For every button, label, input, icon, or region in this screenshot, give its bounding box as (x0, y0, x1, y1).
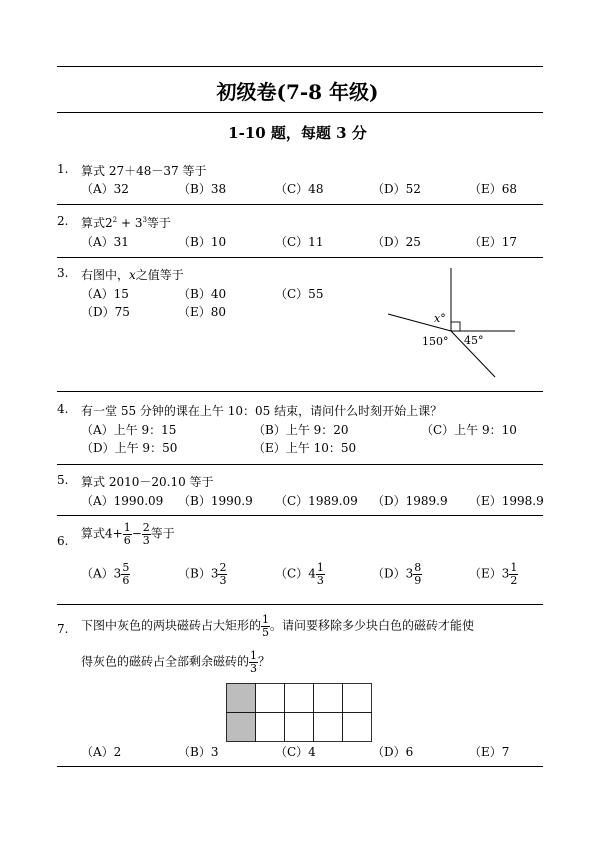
question-number: 3. (57, 266, 69, 280)
question-stem-line-2: 得灰色的磁砖占全部剩余磁砖的 $\frac{1}{3}$ ？ (81, 649, 271, 675)
option-c[interactable]: （C）11 (275, 235, 324, 249)
question-stem: 有一堂 55 分钟的课在上午 10：05 结束，请问什么时刻开始上课？ (81, 404, 443, 418)
angle-figure (380, 262, 520, 384)
option-d[interactable]: （D）6 (372, 745, 414, 759)
option-b[interactable]: （B）3 $\frac{2}{3}$ (178, 561, 227, 587)
option-a[interactable]: （A）上午 9：15 (81, 423, 177, 437)
question-number: 7. (57, 622, 69, 636)
option-b[interactable]: （B）10 (178, 235, 227, 249)
question-1 (57, 162, 543, 202)
question-stem: 算式$2^2 + 3^3$等于 (81, 216, 171, 230)
option-a[interactable]: （A）3 $\frac{5}{6}$ (81, 561, 130, 587)
gray-tile (227, 713, 256, 742)
question-stem: 算式 2010－20.10 等于 (81, 475, 214, 489)
option-d[interactable]: （D）1989.9 (372, 494, 448, 508)
gray-tile (227, 684, 256, 713)
option-e[interactable]: （E）17 (469, 235, 518, 249)
option-d[interactable]: （D）3 $\frac{8}{9}$ (372, 561, 422, 587)
white-tile (343, 684, 372, 713)
white-tile (285, 684, 314, 713)
option-b[interactable]: （B）40 (178, 287, 227, 301)
question-stem: 算式 27＋48－37 等于 (81, 164, 207, 178)
option-e[interactable]: （E）80 (178, 305, 227, 319)
question-5 (57, 473, 543, 513)
white-tile (314, 684, 343, 713)
right-angle-mark (451, 322, 460, 331)
white-tile (256, 684, 285, 713)
option-a[interactable]: （A）32 (81, 182, 129, 196)
white-tile (285, 713, 314, 742)
divider (57, 515, 543, 516)
top-rule (57, 66, 543, 67)
tile-grid (226, 683, 372, 743)
option-b[interactable]: （B）3 (178, 745, 219, 759)
option-c[interactable]: （C）上午 9：10 (421, 423, 517, 437)
fraction-one-sixth: $\frac{1}{6}$ (123, 521, 131, 547)
question-stem: 算式4+ $\frac{1}{6}$ − $\frac{2}{3}$ 等于 (81, 521, 175, 547)
option-c[interactable]: （C）55 (275, 287, 324, 301)
question-number: 6. (57, 534, 69, 548)
option-a[interactable]: （A）31 (81, 235, 129, 249)
white-tile (343, 713, 372, 742)
label-45: 45° (464, 334, 484, 347)
option-d[interactable]: （D）75 (81, 305, 130, 319)
option-b[interactable]: （B）38 (178, 182, 227, 196)
option-b[interactable]: （B）上午 9：20 (253, 423, 349, 437)
option-c[interactable]: （C）4 $\frac{1}{3}$ (275, 561, 324, 587)
question-6 (57, 522, 543, 600)
divider (57, 257, 543, 258)
option-e[interactable]: （E）上午 10：50 (253, 441, 357, 455)
option-e[interactable]: （E）1998.9 (469, 494, 544, 508)
option-a[interactable]: （A）2 (81, 745, 122, 759)
question-2 (57, 214, 543, 254)
option-d[interactable]: （D）25 (372, 235, 421, 249)
divider (57, 204, 543, 205)
fraction-two-thirds: $\frac{2}{3}$ (142, 521, 150, 547)
divider (57, 464, 543, 465)
question-stem-line-1: 下图中灰色的两块磁砖占大矩形的 $\frac{1}{5}$ 。请问要移除多少块白色的磁砖才能使 (81, 613, 475, 639)
option-c[interactable]: （C）48 (275, 182, 324, 196)
option-a[interactable]: （A）15 (81, 287, 129, 301)
divider (57, 391, 543, 392)
page-title: 初级卷(7-8 年级) (216, 80, 379, 104)
option-d[interactable]: （D）52 (372, 182, 421, 196)
option-e[interactable]: （E）7 (469, 745, 510, 759)
question-number: 5. (57, 473, 69, 487)
bottom-rule (57, 766, 543, 767)
option-e[interactable]: （E）68 (469, 182, 518, 196)
white-tile (314, 713, 343, 742)
question-stem: 右图中，x之值等于 (81, 268, 184, 282)
section-subtitle: 1-10 题，每题 3 分 (228, 124, 367, 142)
question-number: 4. (57, 402, 69, 416)
option-d[interactable]: （D）上午 9：50 (81, 441, 178, 455)
option-b[interactable]: （B）1990.9 (178, 494, 253, 508)
option-e[interactable]: （E）3 $\frac{1}{2}$ (469, 561, 518, 587)
label-150: 150° (422, 335, 449, 348)
divider (57, 604, 543, 605)
option-c[interactable]: （C）4 (275, 745, 316, 759)
option-a[interactable]: （A）1990.09 (81, 494, 164, 508)
option-c[interactable]: （C）1989.09 (275, 494, 358, 508)
question-number: 1. (57, 162, 69, 176)
white-tile (256, 713, 285, 742)
title-rule (57, 112, 543, 113)
label-x: x° (434, 312, 446, 325)
question-4 (57, 402, 543, 462)
question-number: 2. (57, 214, 69, 228)
